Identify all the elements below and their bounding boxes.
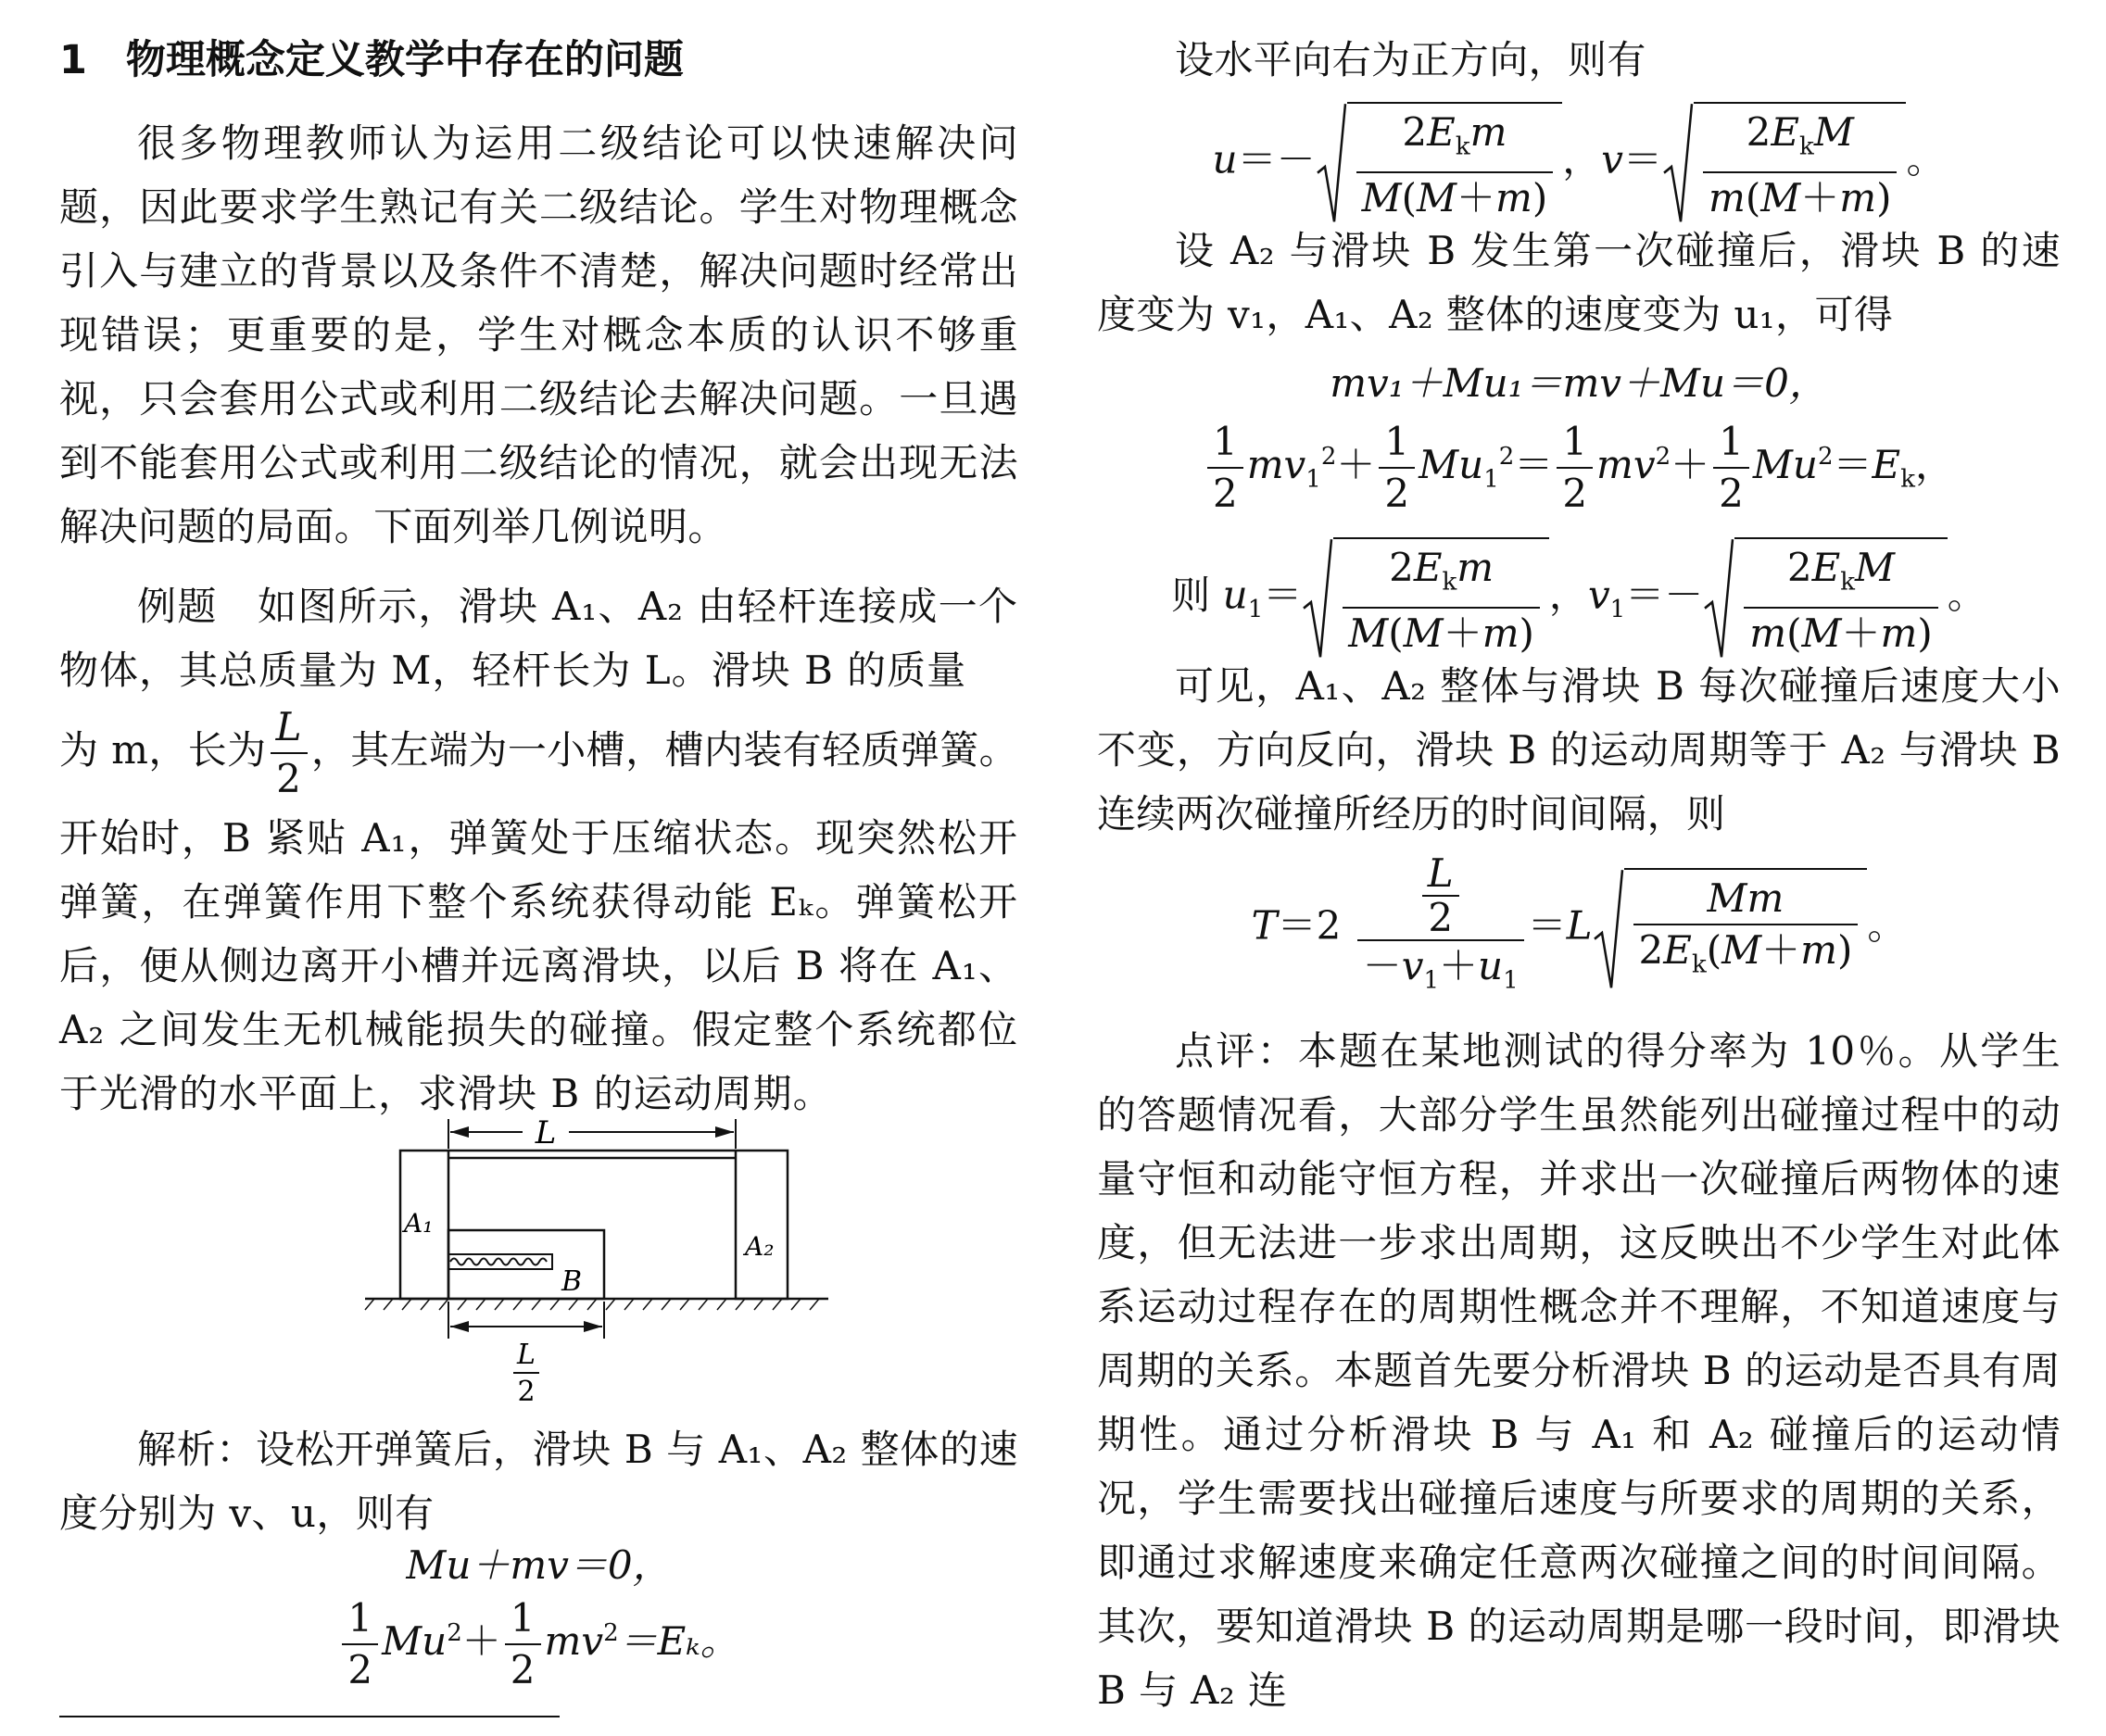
- label-L: L: [535, 1114, 557, 1151]
- ground-hatch: [365, 1299, 819, 1310]
- half-dim-arrow-left: [450, 1321, 469, 1332]
- label-half-den: 2: [517, 1376, 536, 1408]
- half-length-fraction: $\frac{L}{2}$: [271, 702, 308, 804]
- intro-paragraph: 很多物理教师认为运用二级结论可以快速解决问题，因此要求学生熟记有关二级结论。学生对物理概念引入与建立的背景以及条件不清楚，解决问题时经常出现错误；更重要的是，学生对概念本质的认识不够重视，只会套用公式或利用二级结论去解决问题。一旦遇到不能套用公式或利用二级结论的情况，就会出现无法解决问题的局面。下面列举几例说明。: [59, 120, 1018, 549]
- dim-arrow-right: [715, 1126, 734, 1138]
- label-A2: A₂: [745, 1231, 775, 1262]
- energy-equation-2: $\frac{1}{2}$ $mv_1^2+$ $\frac{1}{2}$ $Mu_1^2=$ $\frac{1}{2}$ $mv^2+$ $\frac{1}{2}$ $Mu^2=E_k$，: [1097, 417, 2061, 519]
- periodicity-paragraph: 可见，A₁、A₂ 整体与滑块 B 每次碰撞后速度大小不变，方向反向，滑块 B 的运动周期等于 A₂ 与滑块 B 连续两次碰撞所经历的时间间隔，则: [1097, 663, 2061, 837]
- dim-arrow-left: [450, 1126, 469, 1138]
- slider-diagram: [356, 1112, 838, 1417]
- velocity-solution: u＝－ $2E_km$ M(M＋m) ，v＝ $2E_kM$ m(M＋m) 。: [1097, 102, 2061, 223]
- first-collision-paragraph: 设 A₂ 与滑块 B 发生第一次碰撞后，滑块 B 的速度变为 v₁，A₁、A₂ 整体的速度变为 u₁，可得: [1097, 228, 2061, 337]
- example-label: 例题: [137, 584, 218, 629]
- label-A1: A₁: [404, 1208, 434, 1239]
- example-paragraph-2: [59, 702, 1018, 804]
- energy-equation: $\frac{1}{2}$ $Mu^2+$ $\frac{1}{2}$ $mv^2=E_k$。: [59, 1593, 1018, 1695]
- spring: [450, 1259, 547, 1265]
- analysis-paragraph: 解析：设松开弹簧后，滑块 B 与 A₁、A₂ 整体的速度分别为 v、u，则有: [59, 1427, 1018, 1536]
- example-paragraph-3: 开始时，B 紧贴 A₁，弹簧处于压缩状态。现突然松开弹簧，在弹簧作用下整个系统获得动能 Eₖ。弹簧松开后，便从侧边离开小槽并远离滑块，以后 B 将在 A₁、A₂ 之间发生无机械能损失的碰撞。假定整个系统都位于光滑的水平面上，求滑块 B 的运动周期。: [59, 815, 1018, 1116]
- footnote-rule: [59, 1716, 560, 1717]
- example-text-1: 如图所示，滑块 A₁、A₂ 由轻杆连接成一个物体，其总质量为 M，轻杆长为 L。滑块 B 的质量: [59, 584, 1018, 693]
- period-equation: T＝2 $\frac{\frac{L}{2}}{-v_1+u_1}$ ＝L $\frac{Mm}{2E_k(M+m)}$ 。: [1251, 850, 1907, 995]
- example-text-2b: ，其左端为一小槽，槽内装有轻质弹簧。: [310, 727, 1019, 773]
- half-dim-arrow-right: [584, 1321, 602, 1332]
- momentum-equation: Mu＋mv＝0，: [406, 1542, 672, 1588]
- example-paragraph-1: [59, 574, 1018, 702]
- direction-sentence: 设水平向右为正方向，则有: [1175, 37, 1646, 82]
- block-A2: [736, 1151, 788, 1299]
- section-heading: [59, 28, 684, 93]
- spring-slot: [448, 1254, 552, 1269]
- momentum-equation-2: mv₁＋Mu₁＝mv＋Mu＝0，: [1330, 360, 1828, 406]
- post-collision-solution: 则 $u_1=$ $2E_km$ M(M＋m) ，$v_1=-$ $2E_kM$ m(M＋m) 。: [1097, 537, 2061, 659]
- section-number: 1: [59, 37, 87, 83]
- label-half-num: L: [517, 1339, 536, 1371]
- section-title: 物理概念定义教学中存在的问题: [125, 37, 684, 83]
- comment-paragraph: 点评：本题在某地测试的得分率为 10％。从学生的答题情况看，大部分学生虽然能列出碰撞过程中的动量守恒和动能守恒方程，并求出一次碰撞后两物体的速度，但无法进一步求出周期，这反映出不少学生对此体系运动过程存在的周期性概念并不理解，不知道速度与周期的关系。本题首先要分析滑块 B 的运动是否具有周期性。通过分析滑块 B 与 A₁ 和 A₂ 碰撞后的运动情况，学生需要找出碰撞后速度与所要求的周期的关系，即通过求解速度来确定任意两次碰撞之间的时间间隔。其次，要知道滑块 B 的运动周期是哪一段时间，即滑块 B 与 A₂ 连: [1097, 1028, 2061, 1713]
- example-text-2a: 为 m，长为: [59, 727, 267, 773]
- label-B: B: [561, 1265, 583, 1298]
